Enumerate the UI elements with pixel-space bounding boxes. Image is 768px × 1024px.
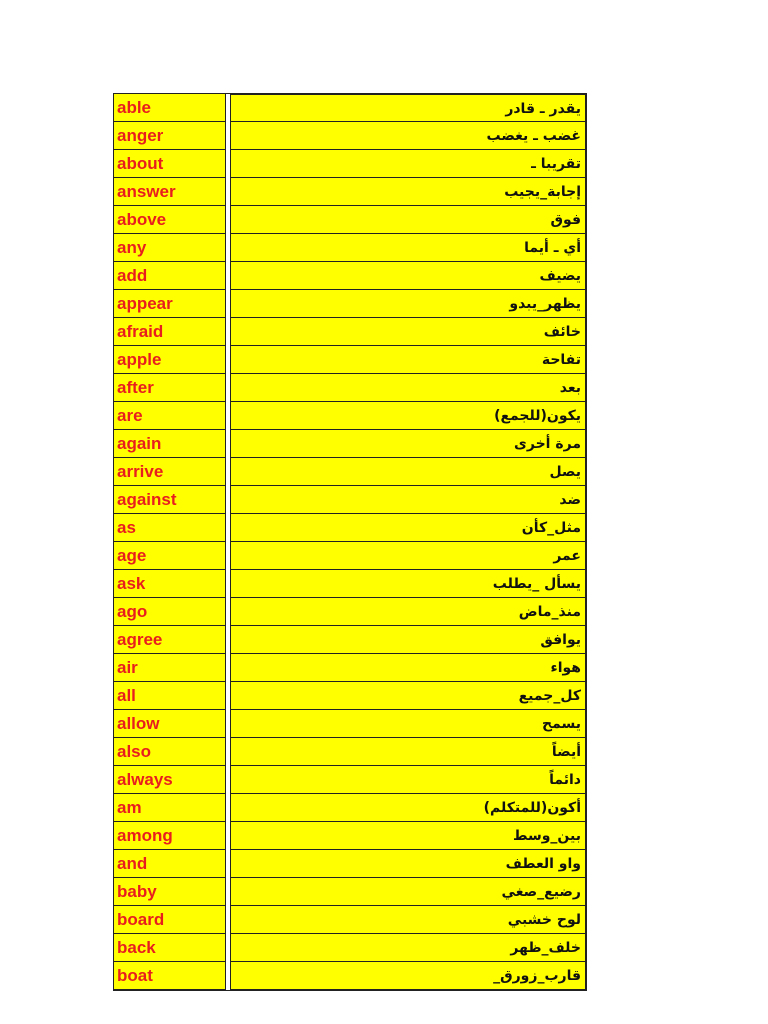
- english-word: afraid: [114, 318, 226, 346]
- arabic-translation: منذ_ماض: [230, 598, 586, 626]
- arabic-translation: واو العطف: [230, 850, 586, 878]
- table-row: [114, 738, 586, 766]
- arabic-translation: ضد: [230, 486, 586, 514]
- english-word: ask: [114, 570, 226, 598]
- table-row: [114, 654, 586, 682]
- english-word: again: [114, 430, 226, 458]
- table-row: [114, 962, 586, 990]
- table-row: [114, 542, 586, 570]
- english-word: always: [114, 766, 226, 794]
- table-row: [114, 514, 586, 542]
- english-word: board: [114, 906, 226, 934]
- english-word: arrive: [114, 458, 226, 486]
- table-row: [114, 374, 586, 402]
- table-row: [114, 598, 586, 626]
- table-row: [114, 906, 586, 934]
- english-word: agree: [114, 626, 226, 654]
- arabic-translation: فوق: [230, 206, 586, 234]
- english-word: baby: [114, 878, 226, 906]
- english-word: allow: [114, 710, 226, 738]
- arabic-translation: يسأل _يطلب: [230, 570, 586, 598]
- table-row: [114, 234, 586, 262]
- english-word: ago: [114, 598, 226, 626]
- english-word: am: [114, 794, 226, 822]
- english-word: age: [114, 542, 226, 570]
- english-word: after: [114, 374, 226, 402]
- arabic-translation: خلف_ظهر: [230, 934, 586, 962]
- arabic-translation: أيضاً: [230, 738, 586, 766]
- arabic-translation: تقريبا ـ: [230, 150, 586, 178]
- table-row: [114, 262, 586, 290]
- english-word: are: [114, 402, 226, 430]
- table-row: [114, 318, 586, 346]
- table-row: [114, 206, 586, 234]
- arabic-translation: مثل_كأن: [230, 514, 586, 542]
- english-word: answer: [114, 178, 226, 206]
- arabic-translation: أكون(للمتكلم): [230, 794, 586, 822]
- arabic-translation: خائف: [230, 318, 586, 346]
- arabic-translation: يوافق: [230, 626, 586, 654]
- english-word: against: [114, 486, 226, 514]
- arabic-translation: لوح خشبي: [230, 906, 586, 934]
- arabic-translation: كل_جميع: [230, 682, 586, 710]
- arabic-translation: عمر: [230, 542, 586, 570]
- english-word: about: [114, 150, 226, 178]
- english-word: as: [114, 514, 226, 542]
- table-row: [114, 290, 586, 318]
- english-word: anger: [114, 122, 226, 150]
- arabic-translation: تفاحة: [230, 346, 586, 374]
- arabic-translation: يظهر_يبدو: [230, 290, 586, 318]
- arabic-translation: بين_وسط: [230, 822, 586, 850]
- table-row: [114, 682, 586, 710]
- table-row: [114, 626, 586, 654]
- table-row: [114, 850, 586, 878]
- table-row: [114, 402, 586, 430]
- vocabulary-table: [113, 93, 587, 991]
- arabic-translation: مرة أخرى: [230, 430, 586, 458]
- arabic-translation: إجابة_يجيب: [230, 178, 586, 206]
- table-row: [114, 570, 586, 598]
- table-row: [114, 150, 586, 178]
- arabic-translation: قارب_زورق_: [230, 962, 586, 990]
- table-row: [114, 934, 586, 962]
- arabic-translation: غضب ـ يغضب: [230, 122, 586, 150]
- arabic-translation: يضيف: [230, 262, 586, 290]
- table-row: [114, 794, 586, 822]
- table-row: [114, 458, 586, 486]
- table-row: [114, 486, 586, 514]
- arabic-translation: هواء: [230, 654, 586, 682]
- arabic-translation: يسمح: [230, 710, 586, 738]
- english-word: apple: [114, 346, 226, 374]
- arabic-translation: أي ـ أيما: [230, 234, 586, 262]
- english-word: boat: [114, 962, 226, 990]
- english-word: able: [114, 94, 226, 122]
- table-row: [114, 766, 586, 794]
- arabic-translation: يكون(للجمع): [230, 402, 586, 430]
- table-row: [114, 178, 586, 206]
- arabic-translation: رضيع_صغي: [230, 878, 586, 906]
- table-row: [114, 710, 586, 738]
- english-word: appear: [114, 290, 226, 318]
- table-row: [114, 94, 586, 122]
- english-word: also: [114, 738, 226, 766]
- table-row: [114, 122, 586, 150]
- english-word: air: [114, 654, 226, 682]
- english-word: and: [114, 850, 226, 878]
- arabic-translation: يصل: [230, 458, 586, 486]
- arabic-translation: يقدر ـ قادر: [230, 94, 586, 122]
- table-row: [114, 822, 586, 850]
- english-word: add: [114, 262, 226, 290]
- english-word: back: [114, 934, 226, 962]
- table-row: [114, 430, 586, 458]
- english-word: any: [114, 234, 226, 262]
- english-word: among: [114, 822, 226, 850]
- table-row: [114, 878, 586, 906]
- english-word: all: [114, 682, 226, 710]
- arabic-translation: دائماً: [230, 766, 586, 794]
- english-word: above: [114, 206, 226, 234]
- table-row: [114, 346, 586, 374]
- arabic-translation: بعد: [230, 374, 586, 402]
